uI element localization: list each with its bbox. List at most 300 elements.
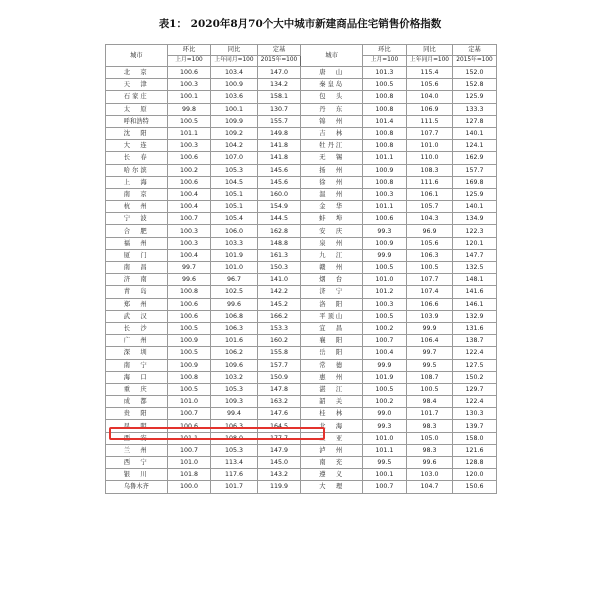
- cell-mom: 100.5: [362, 262, 406, 274]
- cell-city: 广 州: [106, 335, 168, 347]
- cell-city: 岳 阳: [301, 347, 363, 359]
- cell-mom: 100.9: [362, 237, 406, 249]
- cell-city: 呼和浩特: [106, 115, 168, 127]
- cell-mom: 101.1: [362, 201, 406, 213]
- cell-fixed: 164.5: [257, 420, 301, 432]
- cell-yoy: 99.4: [211, 408, 257, 420]
- cell-yoy: 108.0: [211, 432, 257, 444]
- table-row: [106, 457, 497, 469]
- cell-fixed: 148.8: [257, 237, 301, 249]
- cell-mom: 100.4: [167, 249, 211, 261]
- table-row: [106, 176, 497, 188]
- cell-fixed: 147.7: [453, 249, 497, 261]
- cell-mom: 100.5: [167, 347, 211, 359]
- cell-city: 沈 阳: [106, 127, 168, 139]
- cell-fixed: 150.2: [453, 371, 497, 383]
- cell-city: 北 海: [301, 420, 363, 432]
- cell-mom: 101.0: [362, 432, 406, 444]
- header-city: 城市: [106, 45, 168, 67]
- cell-mom: 100.7: [167, 213, 211, 225]
- table-row: [106, 286, 497, 298]
- cell-fixed: 141.8: [257, 140, 301, 152]
- cell-yoy: 101.7: [211, 481, 257, 493]
- cell-fixed: 124.1: [453, 140, 497, 152]
- cell-fixed: 152.0: [453, 67, 497, 79]
- cell-city: 温 州: [301, 188, 363, 200]
- cell-mom: 100.1: [167, 91, 211, 103]
- cell-yoy: 106.9: [406, 103, 452, 115]
- cell-fixed: 154.9: [257, 201, 301, 213]
- cell-yoy: 115.4: [406, 67, 452, 79]
- cell-mom: 100.5: [167, 322, 211, 334]
- header-mom: 环比: [167, 45, 211, 56]
- cell-city: 宁 波: [106, 213, 168, 225]
- cell-mom: 100.4: [362, 347, 406, 359]
- cell-fixed: 157.7: [453, 164, 497, 176]
- table-row: [106, 396, 497, 408]
- cell-yoy: 100.1: [211, 103, 257, 115]
- cell-mom: 100.0: [167, 481, 211, 493]
- cell-city: 惠 州: [301, 371, 363, 383]
- cell-yoy: 99.9: [406, 322, 452, 334]
- cell-yoy: 107.7: [406, 127, 452, 139]
- cell-mom: 100.3: [167, 237, 211, 249]
- cell-mom: 101.1: [362, 152, 406, 164]
- cell-fixed: 130.3: [453, 408, 497, 420]
- cell-fixed: 121.6: [453, 444, 497, 456]
- cell-city: 西 宁: [106, 457, 168, 469]
- cell-city: 秦皇岛: [301, 79, 363, 91]
- cell-yoy: 106.6: [406, 298, 452, 310]
- cell-mom: 101.1: [167, 127, 211, 139]
- cell-mom: 100.5: [167, 115, 211, 127]
- table-row: [106, 140, 497, 152]
- cell-city: 遵 义: [301, 469, 363, 481]
- cell-yoy: 103.6: [211, 91, 257, 103]
- cell-yoy: 103.0: [406, 469, 452, 481]
- cell-mom: 99.9: [362, 249, 406, 261]
- cell-fixed: 160.0: [257, 188, 301, 200]
- cell-fixed: 152.8: [453, 79, 497, 91]
- cell-city: 南 昌: [106, 262, 168, 274]
- cell-yoy: 104.3: [406, 213, 452, 225]
- cell-yoy: 108.7: [406, 371, 452, 383]
- cell-city: 平顶山: [301, 310, 363, 322]
- cell-mom: 101.1: [362, 444, 406, 456]
- cell-fixed: 162.9: [453, 152, 497, 164]
- cell-mom: 100.8: [362, 140, 406, 152]
- cell-yoy: 105.3: [211, 444, 257, 456]
- cell-mom: 101.2: [362, 286, 406, 298]
- cell-city: 九 江: [301, 249, 363, 261]
- cell-yoy: 98.3: [406, 420, 452, 432]
- table-row: [106, 335, 497, 347]
- cell-yoy: 100.5: [406, 262, 452, 274]
- cell-fixed: 148.1: [453, 274, 497, 286]
- cell-mom: 101.3: [362, 67, 406, 79]
- table-row: [106, 359, 497, 371]
- cell-yoy: 103.3: [211, 237, 257, 249]
- cell-fixed: 149.8: [257, 127, 301, 139]
- cell-yoy: 99.6: [211, 298, 257, 310]
- cell-fixed: 120.0: [453, 469, 497, 481]
- cell-mom: 100.6: [362, 213, 406, 225]
- cell-city: 长 沙: [106, 322, 168, 334]
- cell-yoy: 100.5: [406, 383, 452, 395]
- cell-city: 青 岛: [106, 286, 168, 298]
- table-row: [106, 249, 497, 261]
- cell-city: 扬 州: [301, 164, 363, 176]
- cell-mom: 100.6: [167, 176, 211, 188]
- cell-city: 桂 林: [301, 408, 363, 420]
- table-row: [106, 432, 497, 444]
- cell-mom: 100.4: [167, 201, 211, 213]
- cell-fixed: 177.7: [257, 432, 301, 444]
- cell-city: 重 庆: [106, 383, 168, 395]
- cell-fixed: 141.6: [453, 286, 497, 298]
- cell-city: 泸 州: [301, 444, 363, 456]
- cell-fixed: 145.6: [257, 164, 301, 176]
- cell-yoy: 109.2: [211, 127, 257, 139]
- cell-city: 徐 州: [301, 176, 363, 188]
- cell-city: 烟 台: [301, 274, 363, 286]
- cell-mom: 101.0: [362, 274, 406, 286]
- cell-yoy: 106.3: [211, 322, 257, 334]
- cell-city: 宜 昌: [301, 322, 363, 334]
- table-row: [106, 213, 497, 225]
- cell-fixed: 142.2: [257, 286, 301, 298]
- cell-fixed: 143.2: [257, 469, 301, 481]
- table-row: [106, 298, 497, 310]
- cell-yoy: 105.4: [211, 213, 257, 225]
- cell-mom: 100.3: [167, 140, 211, 152]
- cell-fixed: 145.0: [257, 457, 301, 469]
- cell-fixed: 119.9: [257, 481, 301, 493]
- cell-fixed: 129.7: [453, 383, 497, 395]
- cell-mom: 99.7: [167, 262, 211, 274]
- cell-yoy: 103.4: [211, 67, 257, 79]
- cell-yoy: 99.5: [406, 359, 452, 371]
- cell-fixed: 150.9: [257, 371, 301, 383]
- cell-fixed: 161.3: [257, 249, 301, 261]
- cell-yoy: 101.7: [406, 408, 452, 420]
- table-row: [106, 481, 497, 493]
- cell-yoy: 105.7: [406, 201, 452, 213]
- cell-yoy: 104.0: [406, 91, 452, 103]
- table-row: [106, 127, 497, 139]
- table-row: [106, 444, 497, 456]
- cell-fixed: 141.0: [257, 274, 301, 286]
- cell-city: 济 南: [106, 274, 168, 286]
- cell-yoy: 101.0: [211, 262, 257, 274]
- table-row: [106, 188, 497, 200]
- table-row: [106, 164, 497, 176]
- cell-mom: 100.8: [362, 103, 406, 115]
- cell-yoy: 105.1: [211, 201, 257, 213]
- cell-yoy: 113.4: [211, 457, 257, 469]
- cell-mom: 99.6: [167, 274, 211, 286]
- cell-mom: 100.3: [362, 188, 406, 200]
- cell-fixed: 128.8: [453, 457, 497, 469]
- cell-city: 三 亚: [301, 432, 363, 444]
- cell-yoy: 105.6: [406, 237, 452, 249]
- table-row: [106, 310, 497, 322]
- header-fixed: 定基: [257, 45, 301, 56]
- cell-mom: 100.3: [167, 225, 211, 237]
- cell-fixed: 169.8: [453, 176, 497, 188]
- cell-city: 哈尔滨: [106, 164, 168, 176]
- table-row: [106, 322, 497, 334]
- cell-city: 大 连: [106, 140, 168, 152]
- cell-mom: 101.1: [167, 432, 211, 444]
- cell-fixed: 144.5: [257, 213, 301, 225]
- cell-city: 包 头: [301, 91, 363, 103]
- cell-fixed: 141.8: [257, 152, 301, 164]
- cell-yoy: 109.9: [211, 115, 257, 127]
- cell-yoy: 106.2: [211, 347, 257, 359]
- cell-fixed: 122.3: [453, 225, 497, 237]
- cell-yoy: 98.3: [406, 444, 452, 456]
- cell-mom: 100.8: [362, 127, 406, 139]
- cell-mom: 100.2: [362, 322, 406, 334]
- cell-fixed: 125.9: [453, 188, 497, 200]
- cell-mom: 101.9: [362, 371, 406, 383]
- cell-city: 洛 阳: [301, 298, 363, 310]
- table-row: [106, 225, 497, 237]
- cell-yoy: 117.6: [211, 469, 257, 481]
- cell-mom: 100.5: [362, 79, 406, 91]
- cell-fixed: 140.1: [453, 127, 497, 139]
- cell-fixed: 134.9: [453, 213, 497, 225]
- cell-mom: 101.0: [167, 396, 211, 408]
- cell-yoy: 111.6: [406, 176, 452, 188]
- table-row: [106, 274, 497, 286]
- cell-city: 武 汉: [106, 310, 168, 322]
- cell-fixed: 127.8: [453, 115, 497, 127]
- cell-city: 天 津: [106, 79, 168, 91]
- cell-fixed: 138.7: [453, 335, 497, 347]
- cell-fixed: 140.1: [453, 201, 497, 213]
- cell-yoy: 109.6: [211, 359, 257, 371]
- cell-yoy: 105.1: [211, 188, 257, 200]
- cell-fixed: 131.6: [453, 322, 497, 334]
- cell-fixed: 150.6: [453, 481, 497, 493]
- cell-mom: 101.4: [362, 115, 406, 127]
- table-row: [106, 408, 497, 420]
- cell-mom: 100.9: [167, 335, 211, 347]
- cell-fixed: 160.2: [257, 335, 301, 347]
- cell-fixed: 166.2: [257, 310, 301, 322]
- cell-city: 无 锡: [301, 152, 363, 164]
- cell-fixed: 127.5: [453, 359, 497, 371]
- cell-fixed: 130.7: [257, 103, 301, 115]
- header-yoy-base: 上年同月=100: [211, 56, 257, 67]
- cell-city: 安 庆: [301, 225, 363, 237]
- cell-mom: 100.9: [362, 164, 406, 176]
- cell-fixed: 157.7: [257, 359, 301, 371]
- cell-yoy: 108.3: [406, 164, 452, 176]
- table-row: [106, 152, 497, 164]
- cell-yoy: 106.0: [211, 225, 257, 237]
- header-mom-base: 上月=100: [362, 56, 406, 67]
- cell-city: 南 充: [301, 457, 363, 469]
- cell-city: 郑 州: [106, 298, 168, 310]
- cell-mom: 100.8: [167, 286, 211, 298]
- header-fixed: 定基: [453, 45, 497, 56]
- table-row: [106, 469, 497, 481]
- cell-city: 南 宁: [106, 359, 168, 371]
- header-row: [106, 45, 497, 56]
- cell-city: 蚌 埠: [301, 213, 363, 225]
- cell-yoy: 106.3: [406, 249, 452, 261]
- cell-fixed: 158.1: [257, 91, 301, 103]
- cell-city: 吉 林: [301, 127, 363, 139]
- header-city: 城市: [301, 45, 363, 67]
- cell-mom: 99.0: [362, 408, 406, 420]
- cell-fixed: 132.9: [453, 310, 497, 322]
- cell-yoy: 96.7: [211, 274, 257, 286]
- cell-city: 乌鲁木齐: [106, 481, 168, 493]
- cell-city: 成 都: [106, 396, 168, 408]
- cell-yoy: 107.7: [406, 274, 452, 286]
- cell-fixed: 163.2: [257, 396, 301, 408]
- cell-yoy: 101.6: [211, 335, 257, 347]
- cell-mom: 100.7: [362, 335, 406, 347]
- cell-yoy: 105.3: [211, 383, 257, 395]
- header-mom-base: 上月=100: [167, 56, 211, 67]
- cell-city: 深 圳: [106, 347, 168, 359]
- cell-mom: 99.8: [167, 103, 211, 115]
- cell-yoy: 105.0: [406, 432, 452, 444]
- cell-city: 济 宁: [301, 286, 363, 298]
- cell-mom: 100.5: [362, 310, 406, 322]
- table-title: 表1： 2020年8月70个大中城市新建商品住宅销售价格指数: [158, 18, 442, 30]
- cell-city: 厦 门: [106, 249, 168, 261]
- cell-city: 西 安: [106, 432, 168, 444]
- header-fixed-base: 2015年=100: [257, 56, 301, 67]
- header-yoy: 同比: [406, 45, 452, 56]
- cell-mom: 100.8: [362, 176, 406, 188]
- cell-city: 长 春: [106, 152, 168, 164]
- cell-city: 北 京: [106, 67, 168, 79]
- cell-mom: 100.5: [167, 383, 211, 395]
- cell-city: 大 理: [301, 481, 363, 493]
- cell-mom: 100.2: [362, 396, 406, 408]
- cell-city: 赣 州: [301, 262, 363, 274]
- cell-city: 贵 阳: [106, 408, 168, 420]
- cell-yoy: 103.9: [406, 310, 452, 322]
- cell-mom: 100.6: [167, 310, 211, 322]
- table-row: [106, 201, 497, 213]
- table-row: [106, 115, 497, 127]
- table-row: [106, 371, 497, 383]
- cell-mom: 100.7: [362, 481, 406, 493]
- cell-yoy: 106.8: [211, 310, 257, 322]
- cell-yoy: 104.7: [406, 481, 452, 493]
- cell-fixed: 145.2: [257, 298, 301, 310]
- cell-city: 合 肥: [106, 225, 168, 237]
- cell-fixed: 133.3: [453, 103, 497, 115]
- cell-fixed: 145.6: [257, 176, 301, 188]
- cell-fixed: 147.8: [257, 383, 301, 395]
- cell-fixed: 120.1: [453, 237, 497, 249]
- cell-city: 昆 明: [106, 420, 168, 432]
- cell-city: 兰 州: [106, 444, 168, 456]
- cell-city: 襄 阳: [301, 335, 363, 347]
- table-row: [106, 347, 497, 359]
- cell-city: 金 华: [301, 201, 363, 213]
- cell-yoy: 104.2: [211, 140, 257, 152]
- table-row: [106, 67, 497, 79]
- cell-yoy: 105.6: [406, 79, 452, 91]
- cell-yoy: 99.6: [406, 457, 452, 469]
- cell-mom: 100.6: [167, 152, 211, 164]
- cell-mom: 99.9: [362, 359, 406, 371]
- cell-city: 湛 江: [301, 383, 363, 395]
- cell-fixed: 150.3: [257, 262, 301, 274]
- cell-fixed: 122.4: [453, 396, 497, 408]
- cell-mom: 100.8: [167, 371, 211, 383]
- cell-yoy: 107.4: [406, 286, 452, 298]
- cell-mom: 99.3: [362, 420, 406, 432]
- cell-fixed: 146.1: [453, 298, 497, 310]
- table-row: [106, 103, 497, 115]
- cell-yoy: 109.3: [211, 396, 257, 408]
- cell-city: 石家庄: [106, 91, 168, 103]
- cell-yoy: 111.5: [406, 115, 452, 127]
- cell-mom: 100.6: [167, 298, 211, 310]
- table-body: [106, 67, 497, 494]
- cell-yoy: 106.3: [211, 420, 257, 432]
- cell-fixed: 155.8: [257, 347, 301, 359]
- cell-city: 牡丹江: [301, 140, 363, 152]
- cell-city: 福 州: [106, 237, 168, 249]
- table-row: [106, 262, 497, 274]
- table-row: [106, 79, 497, 91]
- cell-fixed: 134.2: [257, 79, 301, 91]
- table-row: [106, 237, 497, 249]
- cell-mom: 100.3: [362, 298, 406, 310]
- cell-city: 杭 州: [106, 201, 168, 213]
- cell-mom: 99.5: [362, 457, 406, 469]
- cell-yoy: 103.2: [211, 371, 257, 383]
- cell-fixed: 147.6: [257, 408, 301, 420]
- cell-yoy: 100.9: [211, 79, 257, 91]
- cell-mom: 100.5: [362, 383, 406, 395]
- cell-city: 泉 州: [301, 237, 363, 249]
- cell-fixed: 162.8: [257, 225, 301, 237]
- cell-mom: 100.8: [362, 91, 406, 103]
- cell-fixed: 147.0: [257, 67, 301, 79]
- header-fixed-base: 2015年=100: [453, 56, 497, 67]
- cell-mom: 100.7: [167, 408, 211, 420]
- cell-city: 韶 关: [301, 396, 363, 408]
- table-row: [106, 383, 497, 395]
- cell-yoy: 105.3: [211, 164, 257, 176]
- cell-city: 海 口: [106, 371, 168, 383]
- cell-fixed: 158.0: [453, 432, 497, 444]
- cell-city: 丹 东: [301, 103, 363, 115]
- cell-fixed: 139.7: [453, 420, 497, 432]
- cell-yoy: 107.0: [211, 152, 257, 164]
- cell-fixed: 147.9: [257, 444, 301, 456]
- cell-mom: 100.6: [167, 67, 211, 79]
- cell-yoy: 101.0: [406, 140, 452, 152]
- table-row: [106, 91, 497, 103]
- cell-fixed: 132.5: [453, 262, 497, 274]
- cell-yoy: 110.0: [406, 152, 452, 164]
- cell-yoy: 96.9: [406, 225, 452, 237]
